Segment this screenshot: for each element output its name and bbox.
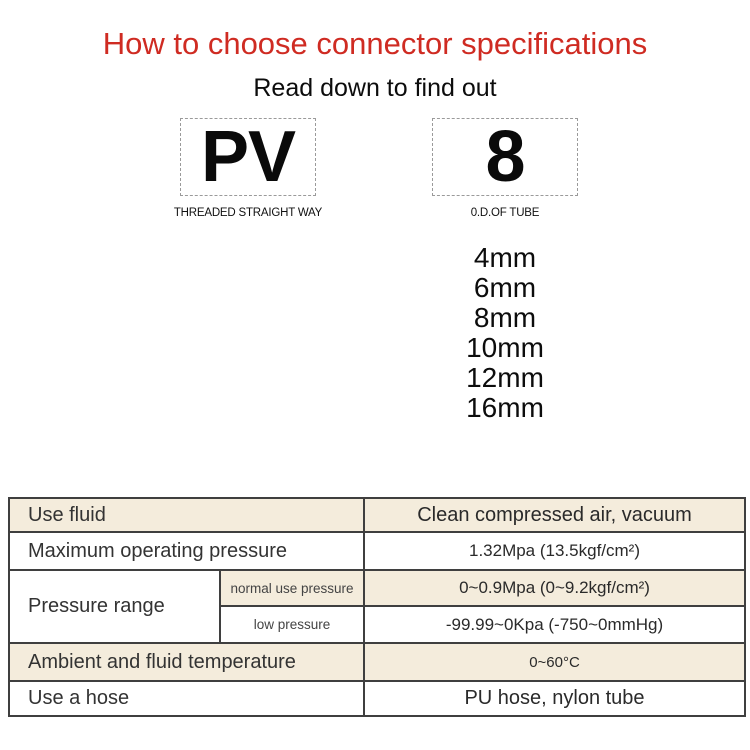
sub-row-label: normal use pressure [220, 570, 364, 606]
sub-row-label: low pressure [220, 606, 364, 643]
model-size-caption: 0.D.OF TUBE [470, 207, 540, 219]
row-label: Use fluid [9, 498, 364, 532]
sub-row-value: 0~0.9Mpa (0~9.2kgf/cm²) [364, 570, 745, 606]
table-row-hose [9, 681, 745, 716]
model-prefix-box [180, 118, 316, 196]
row-label: Ambient and fluid temperature [9, 643, 364, 681]
table-row-temperature [9, 643, 745, 681]
model-prefix-code: PV [200, 117, 296, 197]
model-size-box [432, 118, 578, 196]
row-value: 0~60°C [364, 643, 745, 681]
size-option: 10mm [466, 332, 544, 363]
row-label-pressure-range: Pressure range [9, 570, 220, 643]
row-label: Use a hose [9, 681, 364, 716]
page-title: How to choose connector specifications [102, 26, 648, 61]
size-option: 4mm [473, 242, 537, 273]
row-value: Clean compressed air, vacuum [364, 498, 745, 532]
size-option: 6mm [473, 272, 537, 303]
sub-row-value: -99.99~0Kpa (-750~0mmHg) [364, 606, 745, 643]
row-value: 1.32Mpa (13.5kgf/cm²) [364, 532, 745, 570]
row-value: PU hose, nylon tube [364, 681, 745, 716]
model-size-code: 8 [485, 117, 525, 197]
size-options-list [405, 243, 605, 423]
table-row-pressure-normal [9, 570, 745, 606]
model-prefix-caption: THREADED STRAIGHT WAY [173, 207, 323, 219]
size-option: 16mm [466, 392, 544, 423]
size-option: 8mm [473, 302, 537, 333]
table-row-max-pressure [9, 532, 745, 570]
page-subtitle: Read down to find out [253, 74, 497, 102]
table-row-use-fluid [9, 498, 745, 532]
spec-table [8, 497, 746, 717]
size-option: 12mm [466, 362, 544, 393]
row-label: Maximum operating pressure [9, 532, 364, 570]
